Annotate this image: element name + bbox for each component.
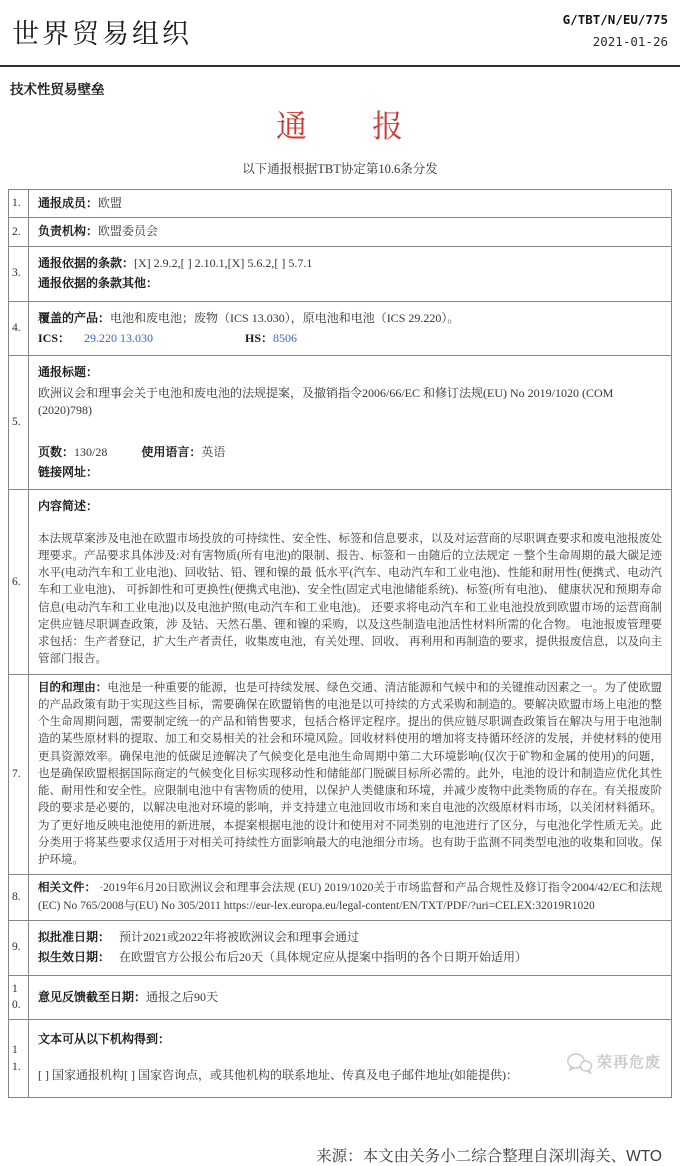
distribution-note: 以下通报根据TBT协定第10.6条分发 [242,162,438,176]
row-number: 3. [9,246,29,301]
field-value-entry-into-force: 在欧盟官方公报公布后20天（具体规定应从提案中指明的各个日期开始适用） [119,950,528,965]
field-label-language: 使用语言： [141,444,202,459]
row-number: 6. [9,490,29,674]
field-label-clauses: 通报依据的条款： [38,255,135,270]
doc-number: G/TBT/N/EU/775 [562,12,668,27]
table-row-9 [9,920,672,975]
spacer [38,519,662,531]
field-label-comment-deadline: 意见反馈截至日期： [38,989,147,1004]
doc-date: 2021-01-26 [592,33,668,49]
row-number: 5. [9,356,29,490]
section-title: 技术性贸易壁垒 [10,82,105,97]
notice-title: 通 报 [276,109,404,144]
row-number: 11. [9,1020,29,1098]
field-label-adoption-date: 拟批准日期： [38,929,111,944]
field-value-products: 电池和废电池；废物（ICS 13.030），原电池和电池（ICS 29.220）。 [110,310,460,325]
field-label-ics: ICS： [38,330,71,345]
table-row-7 [9,674,672,875]
document-header [8,10,672,51]
hs-code-link[interactable]: 8506 [273,330,298,345]
field-label-objective: 目的和理由： [38,681,108,694]
field-value-comment-deadline: 通报之后90天 [146,989,219,1004]
header-divider [0,65,680,67]
field-value-clauses: [X] 2.9.2,[ ] 2.10.1,[X] 5.6.2,[ ] 5.7.1 [134,255,313,270]
table-row-10 [9,975,672,1019]
table-row-1 [9,190,672,218]
notification-table [8,189,672,1098]
table-row-8 [9,875,672,921]
field-value-pages: 130/28 [74,444,108,459]
row-number: 1. [9,190,29,218]
table-row-6 [9,490,672,674]
table-row-11 [9,1020,672,1098]
row-number: 9. [9,920,29,975]
source-line: 来源：本文由关务小二综合整理自深圳海关、WTO [316,1147,662,1165]
row-number: 4. [9,301,29,356]
field-label-notifying-member: 通报成员： [38,196,99,210]
spacer [38,423,662,441]
row-number: 10. [9,975,29,1019]
row-number: 8. [9,875,29,921]
table-row-4 [9,301,672,356]
field-label-url: 链接网址： [38,464,99,479]
field-label-pages: 页数： [38,444,75,459]
doc-reference [563,12,668,49]
field-value-agency: 欧盟委员会 [98,224,159,239]
field-label-hs: HS： [245,330,274,345]
objective-text: 电池是一种重要的能源，也是可持续发展、绿色交通、清洁能源和气候中和的关键推动因素之一。为了使欧盟的产品政策有助于实现这些目标，需要确保在欧盟销售的电池是以可持续的方式采购和制造的。要解决欧盟市场上电池的整个生命周期问题，需要制定统一的产品和销售要求，包括合格评定程序。提出的供应链尽职调查政策旨在解决与用于电池制造的某些原材料的提取、加工和交易相关的社会和环境风险。回收材料使用的增加将支持循环经济的发展，并使材料的使用更具资源效率。确保电池的低碳足迹解决了气候变化是电池生命周期中第二大环境影响(仅次于矿物和金属的使用)的问题，也是确保欧盟根据国际商定的气候变化目标实现移动性和储能部门脱碳目标所必需的。此外，电池的设计和制造应优化其性能、耐用性和安全性。应限制电池中有害物质的使用，以保护人类健康和环境，并减少废物中此类物质的存在。有关报废阶段的要求是必要的，以解决电池对环境的影响，并支持建立电池回收市场和来自电池的次级原材料市场，以关闭材料循环。为了更好地反映电池使用的新进展，本提案根据电池的设计和使用对不同类别的电池进行了区分，与电池化学性质无关。此分类用于将某些要求仅适用于对相关可持续性方面影响最大的电池细分市场。也有助于监测不同类型电池的收集和回收。保护环境。 [38,681,662,867]
org-title: 世界贸易组织 [12,19,192,49]
wechat-account-watermark [566,1052,661,1074]
relevant-documents-text[interactable]: ·2019年6月20日欧洲议会和理事会法规 (EU) 2019/1020关于市场监督和产品合规性及修订指令2004/42/EC和法规(EC) No 765/2008与(EU) No 305/2011 https://eur-lex.europa.eu/legal-content/EN/TXT/PDF/?uri=CELEX:32019R1020 [38,882,663,912]
text-available-from-text: [ ] 国家通报机构[ ] 国家咨询点，或其他机构的联系地址、传真及电子邮件地址(如能提供)： [38,1067,518,1082]
ics-codes-link[interactable]: 29.220 13.030 [84,330,154,345]
description-text: 本法规草案涉及电池在欧盟市场投放的可持续性、安全性、标签和信息要求，以及对运营商的尽职调查要求和废电池报废处理要求。产品要求具体涉及:对有害物质(所有电池)的限制、报告、标签和－由随后的立法规定 －整个生命周期的最大碳足迹水平(电动汽车和工业电池)、回收钴、铅、锂和镍的最 低水平(汽车、电动汽车和工业电池)、性能和耐用性(便携式、电动汽车和工业电池)、 可拆卸性和可更换性(便携式电池)、安全性(固定式电池储能系统)、标签(所有电池)、 健康状况和预期寿命信息(电动汽车和工业电池)以及电池护照(电动汽车和工业电池)。 还要求将电动汽车和工业电池投放到欧盟市场的运营商制定供应链尽职调查政策，涉 及钴、天然石墨、锂和镍的采购，以及这些制造电池活性材料所需的化合物。 电池报废管理要求包括：生产者登记，扩大生产者责任，收集废电池，有关处理、回收、 再利用和再制造的要求，提供报废信息，以及向主管部门报告。 [38,532,662,666]
table-row-5 [9,356,672,490]
field-value-notifying-member: 欧盟 [98,196,123,210]
field-label-clauses-other: 通报依据的条款其他： [38,276,159,291]
field-label-relevant-documents: 相关文件： [38,882,97,895]
field-value-language: 英语 [201,444,226,459]
chat-bubbles-icon [566,1052,593,1074]
notification-title-text: 欧洲议会和理事会关于电池和废电池的法规提案，及撤销指令2006/66/EC 和修订法规(EU) No 2019/1020 (COM (2020)798) [38,385,614,418]
field-label-entry-into-force: 拟生效日期： [38,950,111,965]
field-label-description: 内容简述： [38,499,99,514]
field-value-adoption-date: 预计2021或2022年将被欧洲议会和理事会通过 [119,929,360,944]
field-label-agency: 负责机构： [38,224,99,239]
row-number: 7. [9,674,29,875]
field-label-text-available-from: 文本可从以下机构得到： [38,1032,171,1047]
row-number: 2. [9,218,29,246]
field-label-products: 覆盖的产品： [38,310,111,325]
watermark-text: 荣再危废 [596,1054,661,1072]
field-label-title: 通报标题： [38,365,99,380]
table-row-2 [9,218,672,246]
table-row-3 [9,246,672,301]
